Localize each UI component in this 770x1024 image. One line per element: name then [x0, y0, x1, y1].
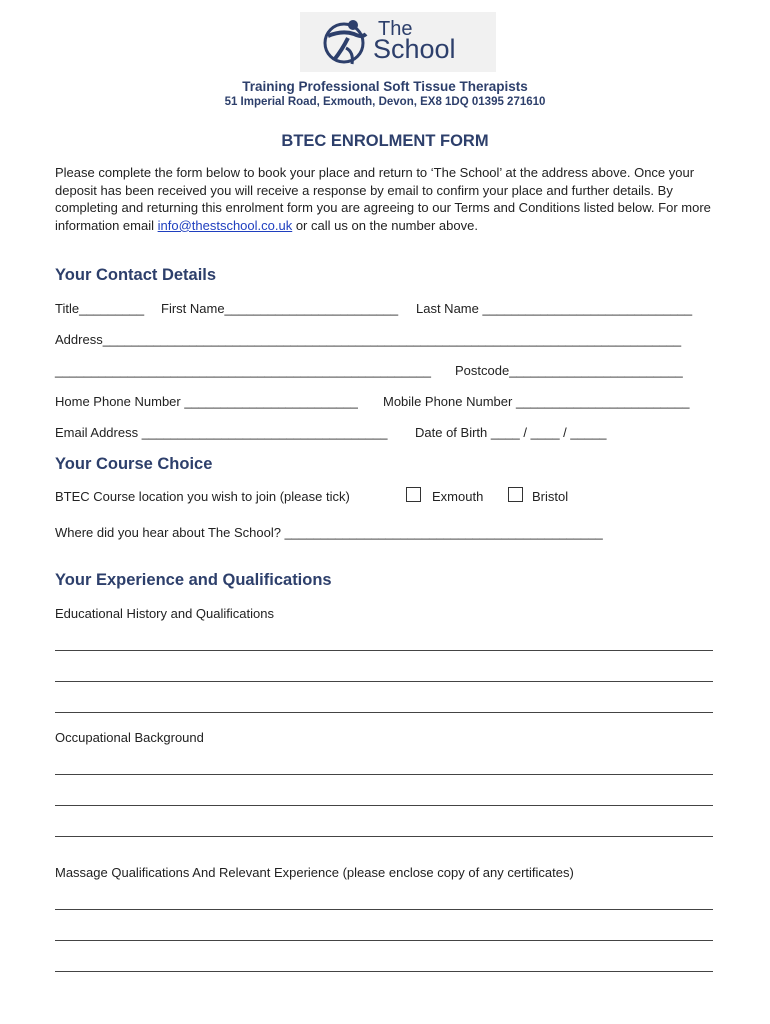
form-title: BTEC ENROLMENT FORM — [281, 132, 489, 150]
last-name-field[interactable]: Last Name _____________________________ — [416, 301, 693, 316]
hear-about-field[interactable]: Where did you hear about The School? ____________________________________________ — [55, 525, 603, 540]
exmouth-checkbox[interactable] — [406, 487, 421, 502]
logo-text-the: The — [378, 18, 413, 40]
education-line-1[interactable] — [55, 650, 713, 651]
education-label: Educational History and Qualifications — [55, 606, 274, 621]
massage-line-2[interactable] — [55, 940, 713, 941]
email-link[interactable]: info@thestschool.co.uk — [157, 217, 293, 233]
occupation-line-3[interactable] — [55, 836, 713, 837]
logo-text-school: School — [373, 34, 456, 64]
occupation-line-2[interactable] — [55, 805, 713, 806]
school-logo — [300, 12, 496, 72]
first-name-field[interactable]: First Name________________________ — [161, 301, 399, 316]
address-line-2-field[interactable]: ____________________________________________________ — [55, 363, 431, 378]
school-emblem-icon — [320, 16, 376, 68]
address-field[interactable]: Address________________________________________________________________________________ — [55, 332, 682, 347]
education-line-3[interactable] — [55, 712, 713, 713]
occupation-label: Occupational Background — [55, 730, 204, 745]
massage-qualifications-label: Massage Qualifications And Relevant Experience (please enclose copy of any certificates) — [55, 865, 574, 880]
occupation-line-1[interactable] — [55, 774, 713, 775]
header-tagline: Training Professional Soft Tissue Therapists — [242, 79, 528, 94]
home-phone-field[interactable]: Home Phone Number ________________________ — [55, 394, 358, 409]
massage-line-3[interactable] — [55, 971, 713, 972]
bristol-checkbox[interactable] — [508, 487, 523, 502]
intro-text: Please complete the form below to book your place and return to ‘The School’ at the address above. Once your deposit has been received you will receive a response by email to confirm your place and further details. By completing and returning this enrolment form you are agreeing to our Terms and Conditions listed below. For more information email — [55, 165, 711, 233]
contact-details-heading: Your Contact Details — [55, 266, 217, 284]
bristol-label: Bristol — [532, 489, 569, 504]
experience-heading: Your Experience and Qualifications — [55, 571, 332, 589]
intro-paragraph — [55, 164, 715, 234]
title-field[interactable]: Title_________ — [55, 301, 145, 316]
exmouth-label: Exmouth — [432, 489, 484, 504]
header-address: 51 Imperial Road, Exmouth, Devon, EX8 1DQ 01395 271610 — [224, 96, 546, 108]
massage-line-1[interactable] — [55, 909, 713, 910]
date-of-birth-field[interactable]: Date of Birth ____ / ____ / _____ — [415, 425, 607, 440]
mobile-phone-field[interactable]: Mobile Phone Number ________________________ — [383, 394, 690, 409]
education-line-2[interactable] — [55, 681, 713, 682]
email-address-field[interactable]: Email Address __________________________________ — [55, 425, 388, 440]
postcode-field[interactable]: Postcode________________________ — [455, 363, 683, 378]
course-choice-heading: Your Course Choice — [55, 455, 213, 473]
course-location-question: BTEC Course location you wish to join (please tick) — [55, 489, 350, 504]
intro-text-end: or call us on the number above. — [292, 217, 478, 233]
